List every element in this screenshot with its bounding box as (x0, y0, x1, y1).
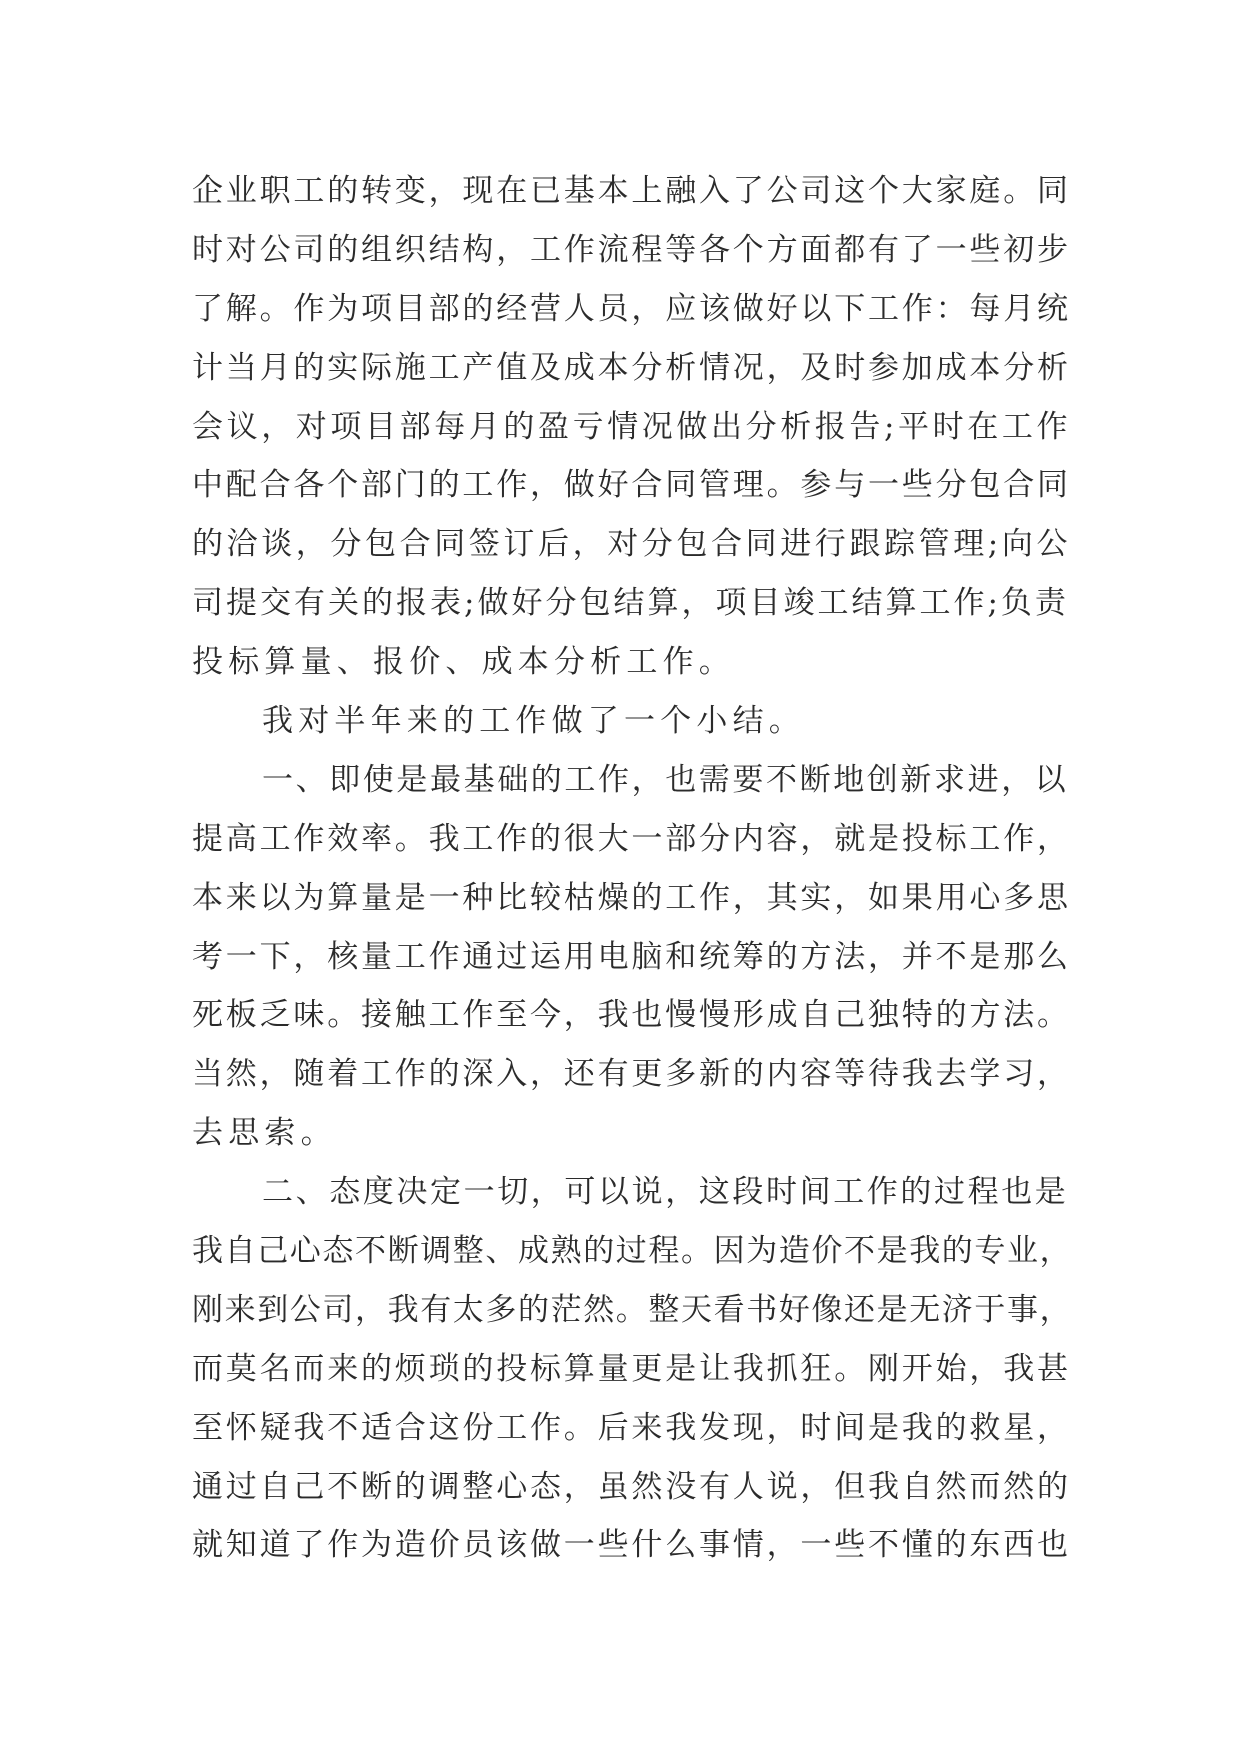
text-line: 了解。作为项目部的经营人员，应该做好以下工作：每月统 (192, 290, 1071, 327)
text-line: 本来以为算量是一种比较枯燥的工作，其实，如果用心多思 (192, 879, 1071, 916)
text-line: 中配合各个部门的工作，做好合同管理。参与一些分包合同 (192, 467, 1071, 504)
text-line: 二、态度决定一切，可以说，这段时间工作的过程也是 (262, 1174, 1069, 1211)
text-line: 投标算量、报价、成本分析工作。 (192, 644, 735, 681)
text-line: 死板乏味。接触工作至今，我也慢慢形成自己独特的方法。 (192, 997, 1071, 1034)
text-line: 我对半年来的工作做了一个小结。 (262, 703, 805, 740)
text-line: 提高工作效率。我工作的很大一部分内容，就是投标工作， (192, 820, 1071, 857)
text-line: 去思索。 (192, 1115, 337, 1152)
text-line: 时对公司的组织结构，工作流程等各个方面都有了一些初步 (192, 231, 1071, 268)
text-line: 一、即使是最基础的工作，也需要不断地创新求进，以 (262, 761, 1069, 798)
text-line: 司提交有关的报表;做好分包结算，项目竣工结算工作;负责 (192, 585, 1069, 622)
text-line: 的洽谈，分包合同签订后，对分包合同进行跟踪管理;向公 (192, 526, 1072, 563)
document-body (192, 162, 1072, 1575)
text-line: 考一下，核量工作通过运用电脑和统筹的方法，并不是那么 (192, 938, 1071, 975)
text-line: 当然，随着工作的深入，还有更多新的内容等待我去学习， (192, 1056, 1071, 1093)
text-line: 会议，对项目部每月的盈亏情况做出分析报告;平时在工作 (192, 408, 1072, 445)
text-line: 计当月的实际施工产值及成本分析情况，及时参加成本分析 (192, 349, 1071, 386)
text-line: 而莫名而来的烦琐的投标算量更是让我抓狂。刚开始，我甚 (192, 1350, 1071, 1387)
text-line: 就知道了作为造价员该做一些什么事情，一些不懂的东西也 (192, 1527, 1071, 1564)
text-line: 通过自己不断的调整心态，虽然没有人说，但我自然而然的 (192, 1468, 1071, 1505)
text-line: 刚来到公司，我有太多的茫然。整天看书好像还是无济于事， (192, 1291, 1073, 1328)
text-line: 至怀疑我不适合这份工作。后来我发现，时间是我的救星， (192, 1409, 1071, 1446)
text-line: 企业职工的转变，现在已基本上融入了公司这个大家庭。同 (192, 173, 1071, 209)
text-line: 我自己心态不断调整、成熟的过程。因为造价不是我的专业， (192, 1233, 1073, 1270)
